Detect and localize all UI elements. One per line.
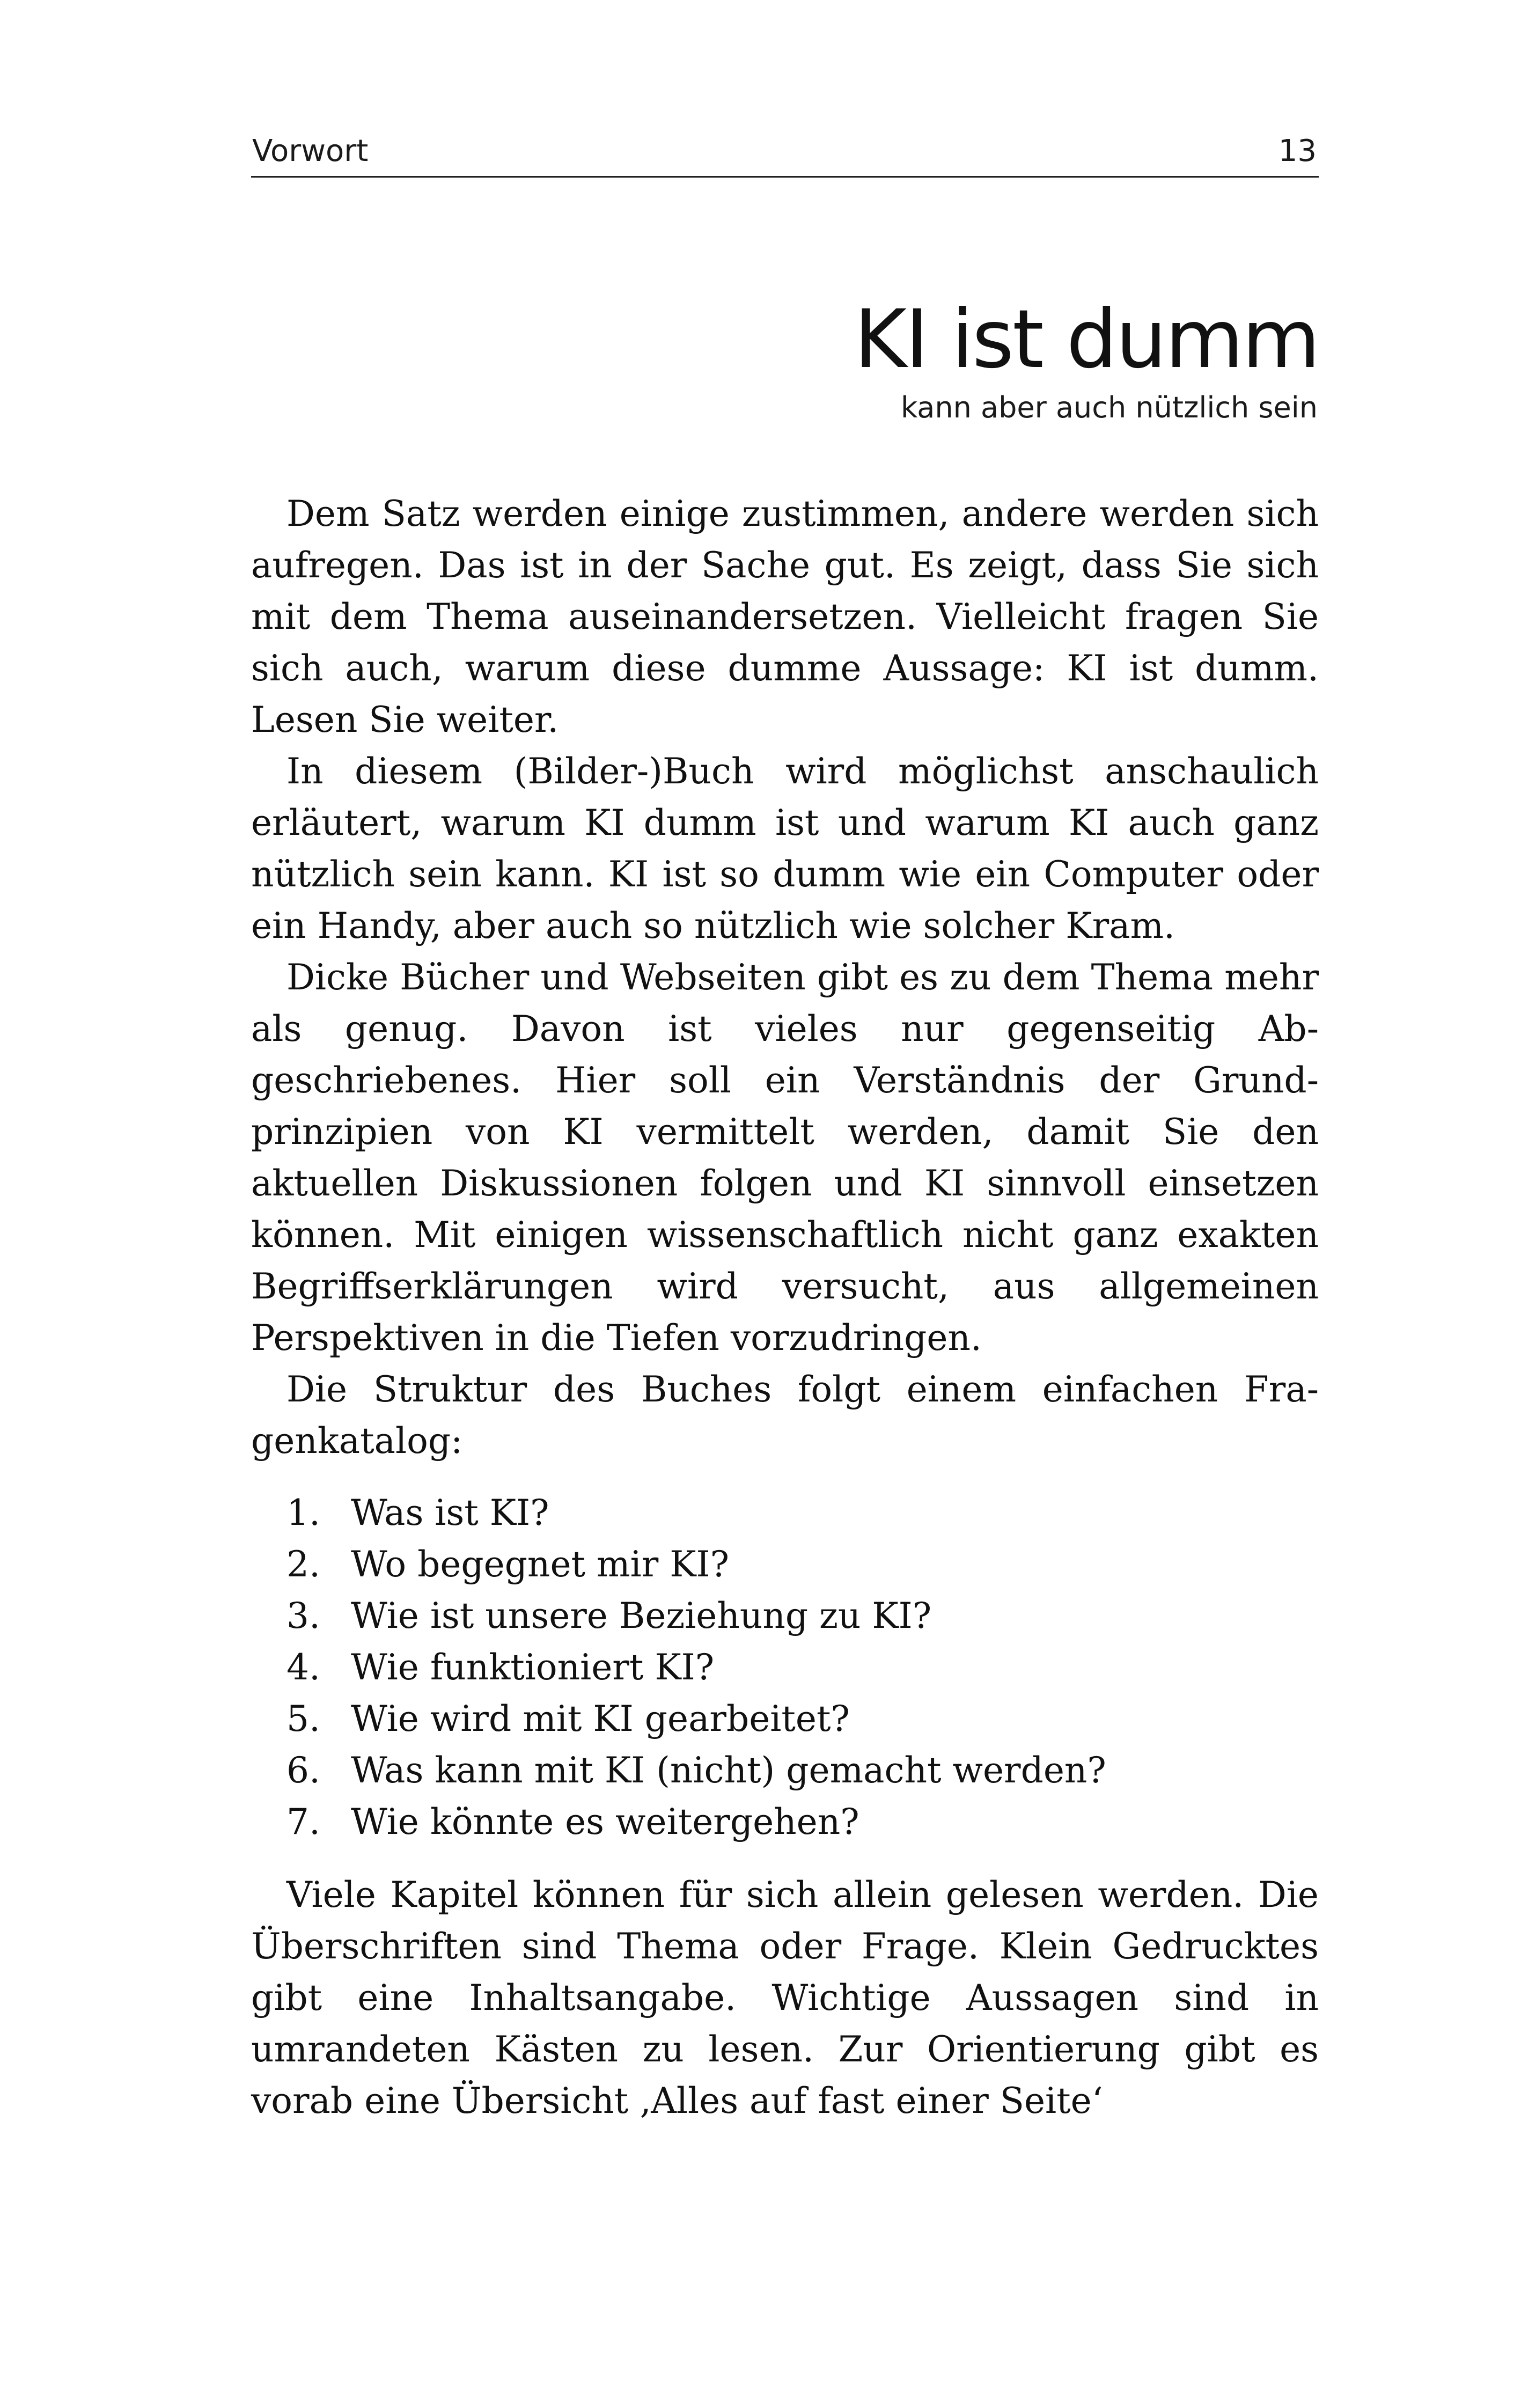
paragraph: Die Struktur des Buches folgt einem einfachen Fragenkatalog: xyxy=(251,1369,1319,1462)
list-item xyxy=(251,1487,1319,1539)
list-item-number: 7. xyxy=(286,1801,320,1842)
closing-paragraph: Viele Kapitel können für sich allein gelesen werden. Die Überschriften sind Thema oder Frage. Klein Gedrucktes gibt eine Inhaltsangabe. Wichtige Aussagen sind in umrandeten Kästen zu lesen. Zur Orientierung gibt es vorab eine Übersicht ‚Alles auf fast einer Seite‘ xyxy=(251,1874,1319,2121)
paragraph: Dicke Bücher und Webseiten gibt es zu dem Thema mehr als genug. Davon ist vieles nur gegenseitig Abgeschriebenes. Hier soll ein Verständnis der Grundprinzipien von KI vermittelt werden, damit Sie den aktuellen Diskussionen folgen und KI sinnvoll einsetzen können. Mit einigen wissenschaftlich nicht ganz exakten Begriffserklärungen wird versucht, aus allgemeinen Perspektiven in die Tiefen vorzudringen. xyxy=(251,957,1319,1359)
list-item xyxy=(251,1796,1319,1848)
list-item-number: 5. xyxy=(286,1698,320,1739)
chapter-subtitle: kann aber auch nützlich sein xyxy=(900,391,1318,424)
book-page xyxy=(251,0,1319,2408)
list-item xyxy=(251,1590,1319,1642)
question-list xyxy=(251,1487,1319,1848)
list-item-number: 2. xyxy=(286,1544,320,1585)
body-text xyxy=(251,488,1319,2127)
list-item-text: Wie ist unsere Beziehung zu KI? xyxy=(351,1595,932,1636)
list-item-text: Wie funktioniert KI? xyxy=(351,1647,715,1688)
running-head xyxy=(251,128,1319,178)
list-item-text: Wie wird mit KI gearbeitet? xyxy=(351,1698,850,1739)
list-item-text: Was ist KI? xyxy=(351,1492,549,1533)
list-item-number: 6. xyxy=(286,1750,320,1791)
list-item-text: Was kann mit KI (nicht) gemacht werden? xyxy=(351,1750,1106,1791)
list-item-number: 1. xyxy=(286,1492,320,1533)
list-item xyxy=(251,1539,1319,1590)
chapter-title: KI ist dumm xyxy=(854,293,1319,386)
paragraph: Dem Satz werden einige zustimmen, andere werden sich aufregen. Das ist in der Sache gut. Es zeigt, dass Sie sich mit dem Thema auseinandersetzen. Vielleicht fragen Sie sich auch, warum diese dumme Aussage: KI ist dumm. Lesen Sie weiter. xyxy=(251,493,1319,740)
paragraph: In diesem (Bilder-)Buch wird möglichst anschaulich erläutert, warum KI dumm ist und warum KI auch ganz nützlich sein kann. KI ist so dumm wie ein Computer oder ein Handy, aber auch so nützlich wie solcher Kram. xyxy=(251,751,1319,946)
list-item xyxy=(251,1693,1319,1745)
list-item-text: Wo begegnet mir KI? xyxy=(351,1544,729,1585)
list-item-number: 3. xyxy=(286,1595,320,1636)
page-number: 13 xyxy=(1278,134,1317,168)
list-item xyxy=(251,1642,1319,1693)
list-item-text: Wie könnte es weitergehen? xyxy=(351,1801,859,1842)
running-head-section: Vorwort xyxy=(252,134,369,168)
list-item xyxy=(251,1745,1319,1796)
list-item-number: 4. xyxy=(286,1647,320,1688)
